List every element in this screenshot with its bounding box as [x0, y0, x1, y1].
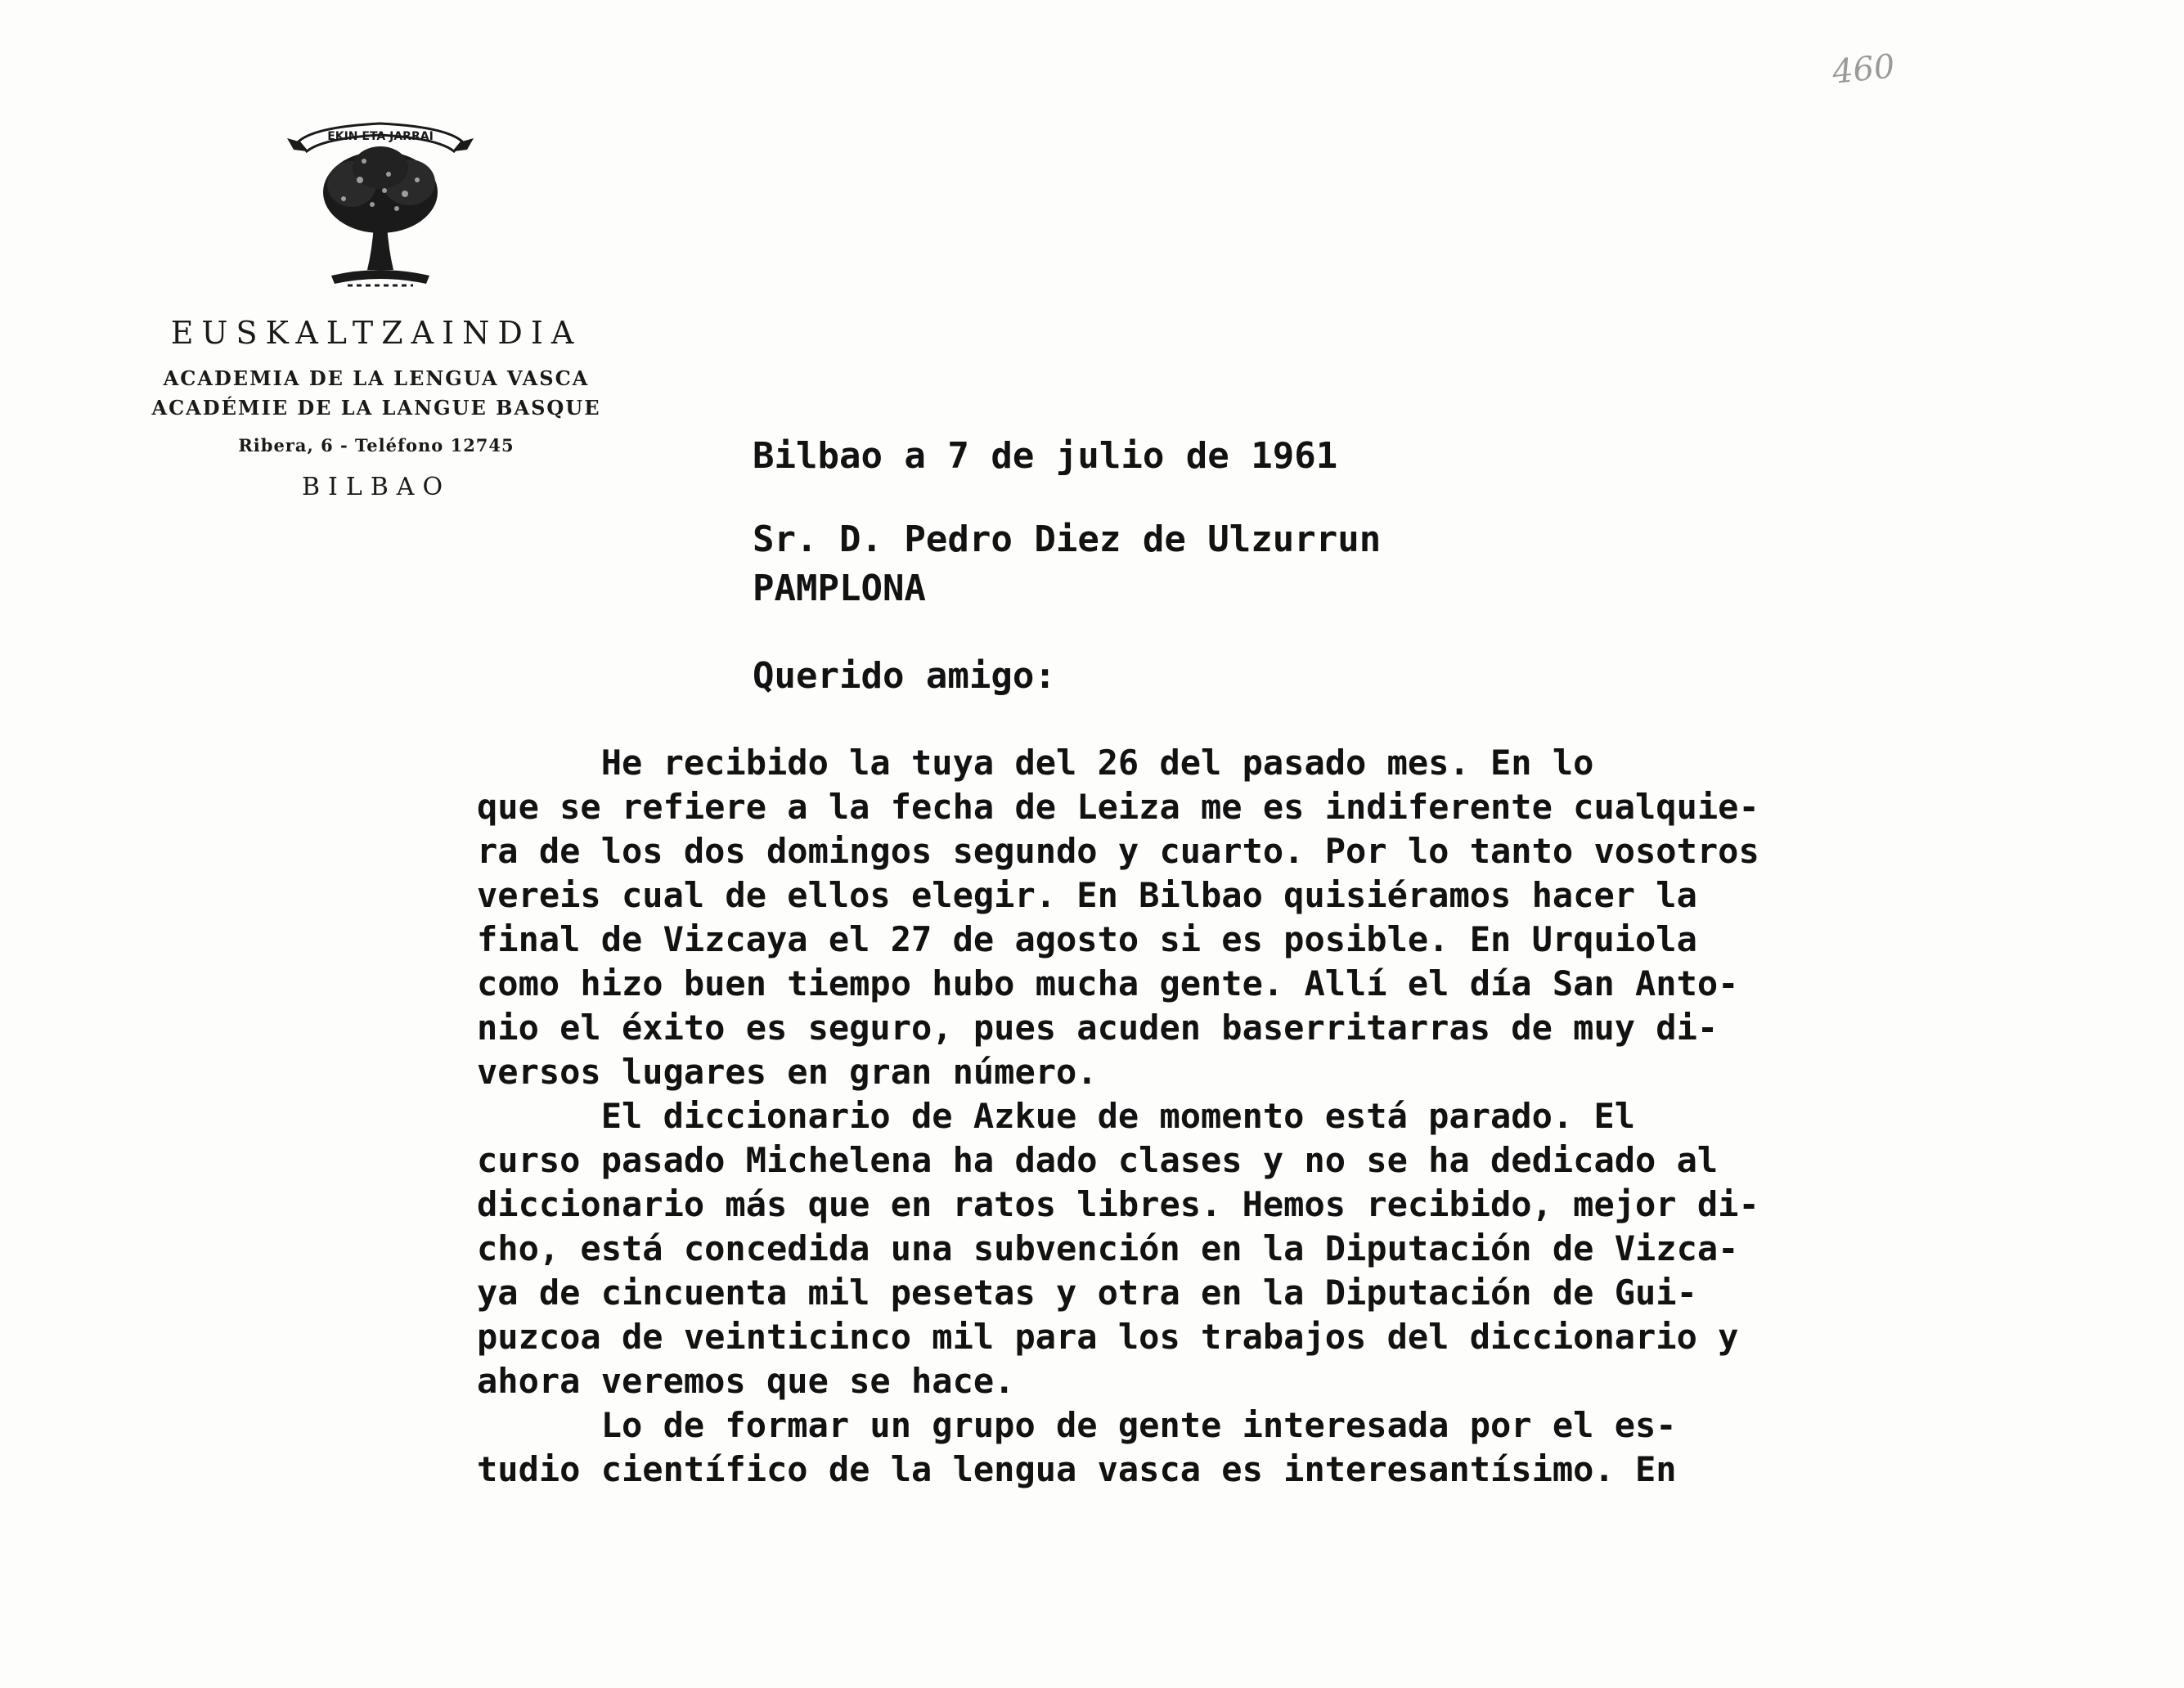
body-line: final de Vizcaya el 27 de agosto si es posible. En Urquiola: [477, 919, 1697, 959]
body-line: El diccionario de Azkue de momento está parado. El: [477, 1096, 1636, 1136]
recipient-name: Sr. D. Pedro Diez de Ulzurrun: [753, 519, 1382, 560]
recipient-city: PAMPLONA: [753, 568, 926, 609]
body-line: diccionario más que en ratos libres. Hemos recibido, mejor di-: [477, 1184, 1759, 1224]
body-line: Lo de formar un grupo de gente interesada por el es-: [477, 1405, 1677, 1445]
body-line: versos lugares en gran número.: [477, 1052, 1098, 1092]
institution-line-french: ACADÉMIE DE LA LANGUE BASQUE: [151, 396, 601, 420]
salutation: Querido amigo:: [753, 655, 1056, 697]
body-line: como hizo buen tiempo hubo mucha gente. Allí el día San Anto-: [477, 963, 1739, 1003]
body-line: cho, está concedida una subvención en la Diputación de Vizca-: [477, 1228, 1739, 1268]
body-line: nio el éxito es seguro, pues acuden baserritarras de muy di-: [477, 1008, 1719, 1048]
letter-date: Bilbao a 7 de julio de 1961: [753, 435, 1338, 477]
body-line: tudio científico de la lengua vasca es interesantísimo. En: [477, 1449, 1677, 1489]
body-line: ra de los dos domingos segundo y cuarto. Por lo tanto vosotros: [477, 831, 1759, 871]
body-line: vereis cual de ellos elegir. En Bilbao quisiéramos hacer la: [477, 875, 1697, 915]
institution-name: EUSKALTZAINDIA: [170, 315, 582, 351]
body-line: ya de cincuenta mil pesetas y otra en la Diputación de Gui-: [477, 1273, 1697, 1313]
body-line: puzcoa de veinticinco mil para los trabajos del diccionario y: [477, 1317, 1739, 1357]
body-line: ahora veremos que se hace.: [477, 1361, 1015, 1401]
tree-logo-icon: [282, 102, 479, 299]
institution-line-spanish: ACADEMIA DE LA LENGUA VASCA: [163, 366, 590, 390]
archive-number: 460: [1830, 47, 1897, 92]
body-line: curso pasado Michelena ha dado clases y no se ha dedicado al: [477, 1140, 1719, 1180]
institution-address: Ribera, 6 - Teléfono 12745: [238, 435, 515, 456]
institution-city: BILBAO: [301, 473, 452, 501]
motto-text: EKIN ETA JARRAI: [327, 130, 434, 143]
body-line: He recibido la tuya del 26 del pasado mes. En lo: [477, 743, 1594, 783]
body-line: que se refiere a la fecha de Leiza me es indiferente cualquie-: [477, 787, 1759, 827]
